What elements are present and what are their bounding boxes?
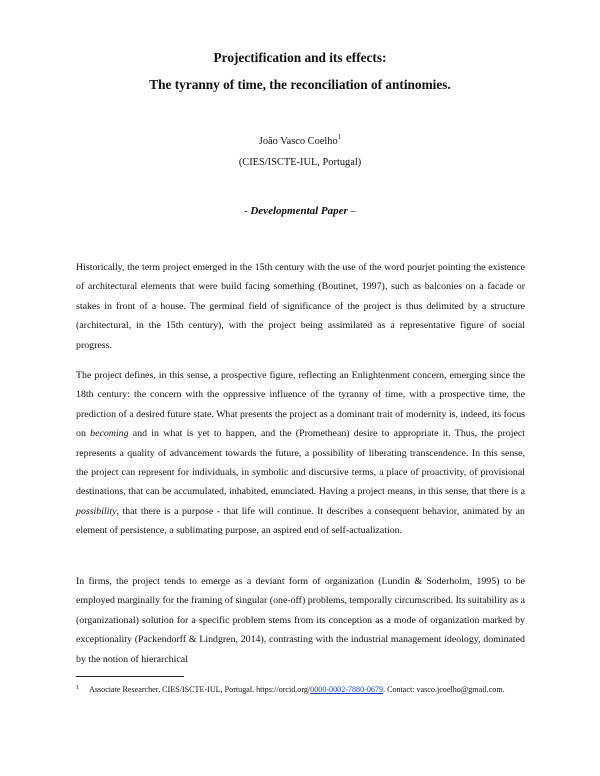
title-line-1: Projectification and its effects: (213, 50, 387, 65)
footnote-text-before: Associate Researcher, CIES/ISCTE-IUL, Portugal. https://orcid.org/ (89, 685, 311, 694)
author-name: João Vasco Coelho (258, 136, 338, 147)
author-affiliation: (CIES/ISCTE-IUL, Portugal) (238, 157, 362, 168)
title-line-2: The tyranny of time, the reconciliation of antinomies. (149, 77, 451, 92)
paragraph-3: In firms, the project tends to emerge as a deviant form of organization (Lundin & Soderholm, 1995) to be employed marginally for the framing of singular (one-off) problems, temporally circumscribed. Its suitability as a (organizational) solution for a specific problem stems from its conception as a mode of organization marked by exceptionality (Packendorff & Lindgren, 2014), contrasting with the industrial management ideology, dominated by the notion of hierarchical (76, 576, 525, 665)
paragraph-2-part-a: The project defines, in this sense, a prospective figure, reflecting an Enlightenment concern, emerging since the 18th century: the concern with the oppressive influence of the tyranny of time, with a prospective time, the prediction of a desired future state. What presents the project as a dominant trait of modernity is, indeed, its focus on (76, 370, 525, 440)
paper-type (0, 205, 600, 217)
orcid-link[interactable]: 0000-0002-7880-0679 (310, 685, 384, 694)
footnote (76, 684, 525, 696)
author-footnote-marker[interactable]: 1 (337, 133, 342, 141)
paragraph-2-part-c: , that there is a purpose - that life will continue. It describes a consequent behavior, animated by an element of persistence, a sublimating purpose, an aspired end of self-actualization. (76, 505, 525, 537)
footnote-divider (76, 676, 184, 677)
paper-type-label: Developmental Paper (250, 205, 348, 217)
paper-type-dash-left: - (243, 205, 248, 217)
paragraph-2-emphasis-possibility: possibility (76, 505, 117, 517)
author-line (0, 133, 600, 147)
paragraph-1: Historically, the term project emerged in the 15th century with the use of the word pourjet pointing the existence of architectural elements that were build facing something (Boutinet, 1997), such as balconies on a facade or stakes in front of a house. The germinal field of significance of the project is thus delimited by a structure (architectural, in the 15th century), with the project being assimilated as a representative figure of social progress. (76, 262, 525, 351)
footnote-text-after: . Contact: vasco.jcoelho@gmail.com. (383, 685, 505, 694)
paragraph-2-part-b: and in what is yet to happen, and the (Promethean) desire to appropriate it. Thus, the project represents a quality of advancement towards the future, a possibility of liberating transcendence. In this sense, the project can represent for individuals, in symbolic and discursive terms, a place of proactivity, of provisional destinations, that can be accumulated, inhabited, enunciated. Having a project means, in this sense, that there is a (76, 428, 525, 498)
paper-type-dash-right: – (350, 205, 357, 217)
footnote-marker: 1 (76, 685, 79, 691)
paragraph-2 (76, 366, 525, 541)
paragraph-2-emphasis-becoming: becoming (90, 428, 129, 440)
